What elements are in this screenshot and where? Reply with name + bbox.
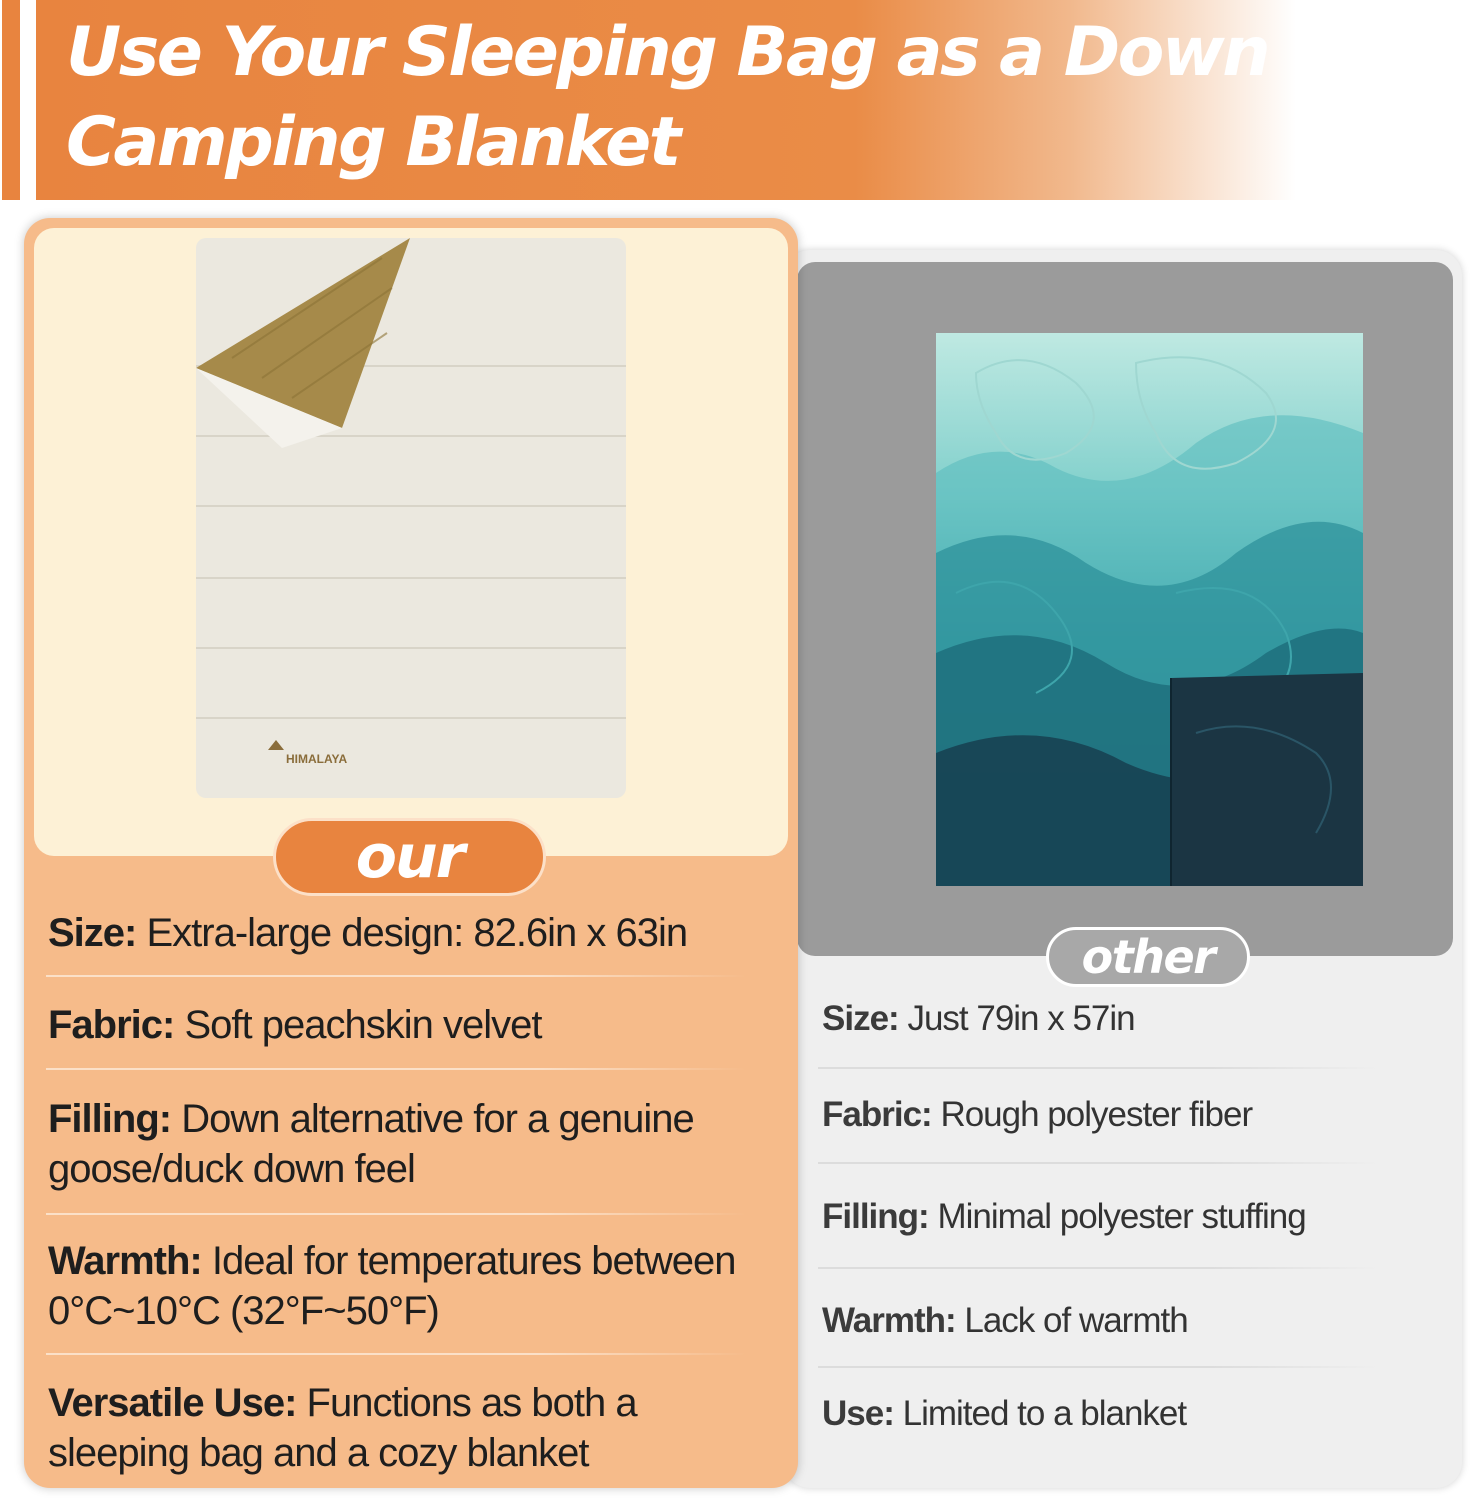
other-spec-size — [822, 997, 1442, 1041]
spec-label: Filling: — [822, 1197, 929, 1236]
other-spec-fabric — [822, 1093, 1442, 1137]
spec-value: Down alternative for a genuine goose/duck down feel — [48, 1097, 694, 1191]
spec-value: Limited to a blanket — [902, 1394, 1187, 1433]
page-title — [66, 8, 1286, 188]
spec-value: Extra-large design: 82.6in x 63in — [146, 911, 688, 955]
other-spec-use — [822, 1392, 1442, 1436]
spec-label: Fabric: — [48, 1003, 175, 1047]
our-spec-warmth — [48, 1236, 768, 1336]
divider — [818, 1267, 1378, 1269]
divider — [46, 1213, 746, 1215]
spec-value: Functions as both a sleeping bag and a cozy blanket — [48, 1381, 637, 1475]
page-title-line-1: Use Your Sleeping Bag as a Down — [66, 13, 1269, 92]
divider — [46, 1353, 746, 1355]
our-spec-fabric — [48, 1000, 768, 1050]
divider — [818, 1366, 1378, 1368]
page-title-line-2: Camping Blanket — [66, 103, 679, 182]
bag-logo: HIMALAYA — [286, 752, 348, 766]
banner-accent-stripe — [2, 0, 20, 200]
spec-value: Minimal polyester stuffing — [937, 1197, 1306, 1236]
spec-value: Just 79in x 57in — [907, 999, 1135, 1038]
spec-label: Versatile Use: — [48, 1381, 297, 1425]
divider — [818, 1162, 1378, 1164]
our-sleeping-bag-image — [192, 238, 632, 804]
spec-value: Ideal for temperatures between 0°C~10°C (32°F~50°F) — [48, 1239, 736, 1333]
divider — [46, 1068, 746, 1070]
spec-label: Warmth: — [822, 1301, 956, 1340]
spec-label: Size: — [822, 999, 899, 1038]
spec-value: Soft peachskin velvet — [184, 1003, 542, 1047]
other-spec-warmth — [822, 1299, 1442, 1343]
divider — [818, 1067, 1378, 1069]
our-spec-use — [48, 1378, 768, 1478]
our-badge: our — [273, 818, 546, 896]
other-spec-filling — [822, 1195, 1442, 1239]
spec-label: Fabric: — [822, 1095, 932, 1134]
spec-label: Size: — [48, 911, 137, 955]
divider — [46, 975, 746, 977]
spec-label: Warmth: — [48, 1239, 202, 1283]
spec-value: Lack of warmth — [964, 1301, 1188, 1340]
other-blanket-image — [936, 333, 1363, 886]
spec-label: Filling: — [48, 1097, 172, 1141]
spec-label: Use: — [822, 1394, 894, 1433]
other-badge: other — [1046, 927, 1250, 987]
our-spec-size — [48, 908, 768, 958]
spec-value: Rough polyester fiber — [940, 1095, 1253, 1134]
our-spec-filling — [48, 1094, 768, 1194]
